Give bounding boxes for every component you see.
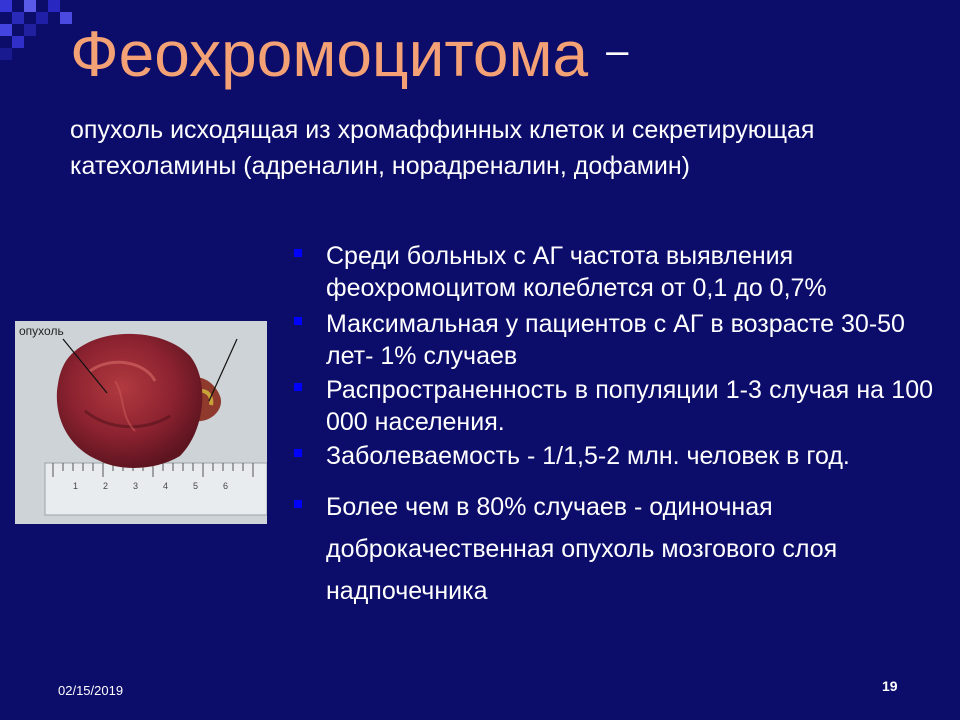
tumor-illustration [15,321,267,524]
title-dash: – [606,29,629,73]
list-item-text: Заболеваемость - 1/1,5-2 млн. человек в год. [326,442,850,470]
list-item-text: Максимальная у пациентов с АГ в возрасте 30-50 лет- 1% случаев [326,310,905,370]
ruler-number: 1 [73,481,79,491]
bullet-icon [294,449,302,457]
slide-title [70,18,628,92]
list-item [288,240,933,304]
list-item-text: Среди больных с АГ частота выявления феохромоцитом колеблется от 0,1 до 0,7% [326,242,827,302]
list-item [288,374,933,438]
page-number: 19 [882,678,898,694]
tumor-photo [15,321,267,524]
bullet-icon [294,383,302,391]
ruler-number: 2 [103,481,109,491]
list-item [288,308,933,372]
slide-subtitle: опухоль исходящая из хромаффинных клеток и секретирующая катехоламины (адреналин, норадреналин, дофамин) [70,116,815,180]
bullet-icon [294,249,302,257]
ruler [45,463,267,515]
slide-date: 02/15/2019 [58,683,124,698]
ruler-number: 4 [163,481,169,491]
list-item-text: Более чем в 80% случаев - одиночная доброкачественная опухоль мозгового слоя надпочечника [326,493,838,605]
ruler-number: 3 [133,481,139,491]
ruler-number: 5 [193,481,199,491]
ruler-number: 6 [223,481,229,491]
list-item-text: Распространенность в популяции 1-3 случая на 100 000 населения. [326,376,933,436]
list-item [288,440,933,472]
photo-label: опухоль [19,324,64,338]
title-text: Феохромоцитома [70,18,589,90]
facts-list [288,240,933,612]
bullet-icon [294,317,302,325]
bullet-icon [294,500,302,508]
list-item [288,486,933,612]
